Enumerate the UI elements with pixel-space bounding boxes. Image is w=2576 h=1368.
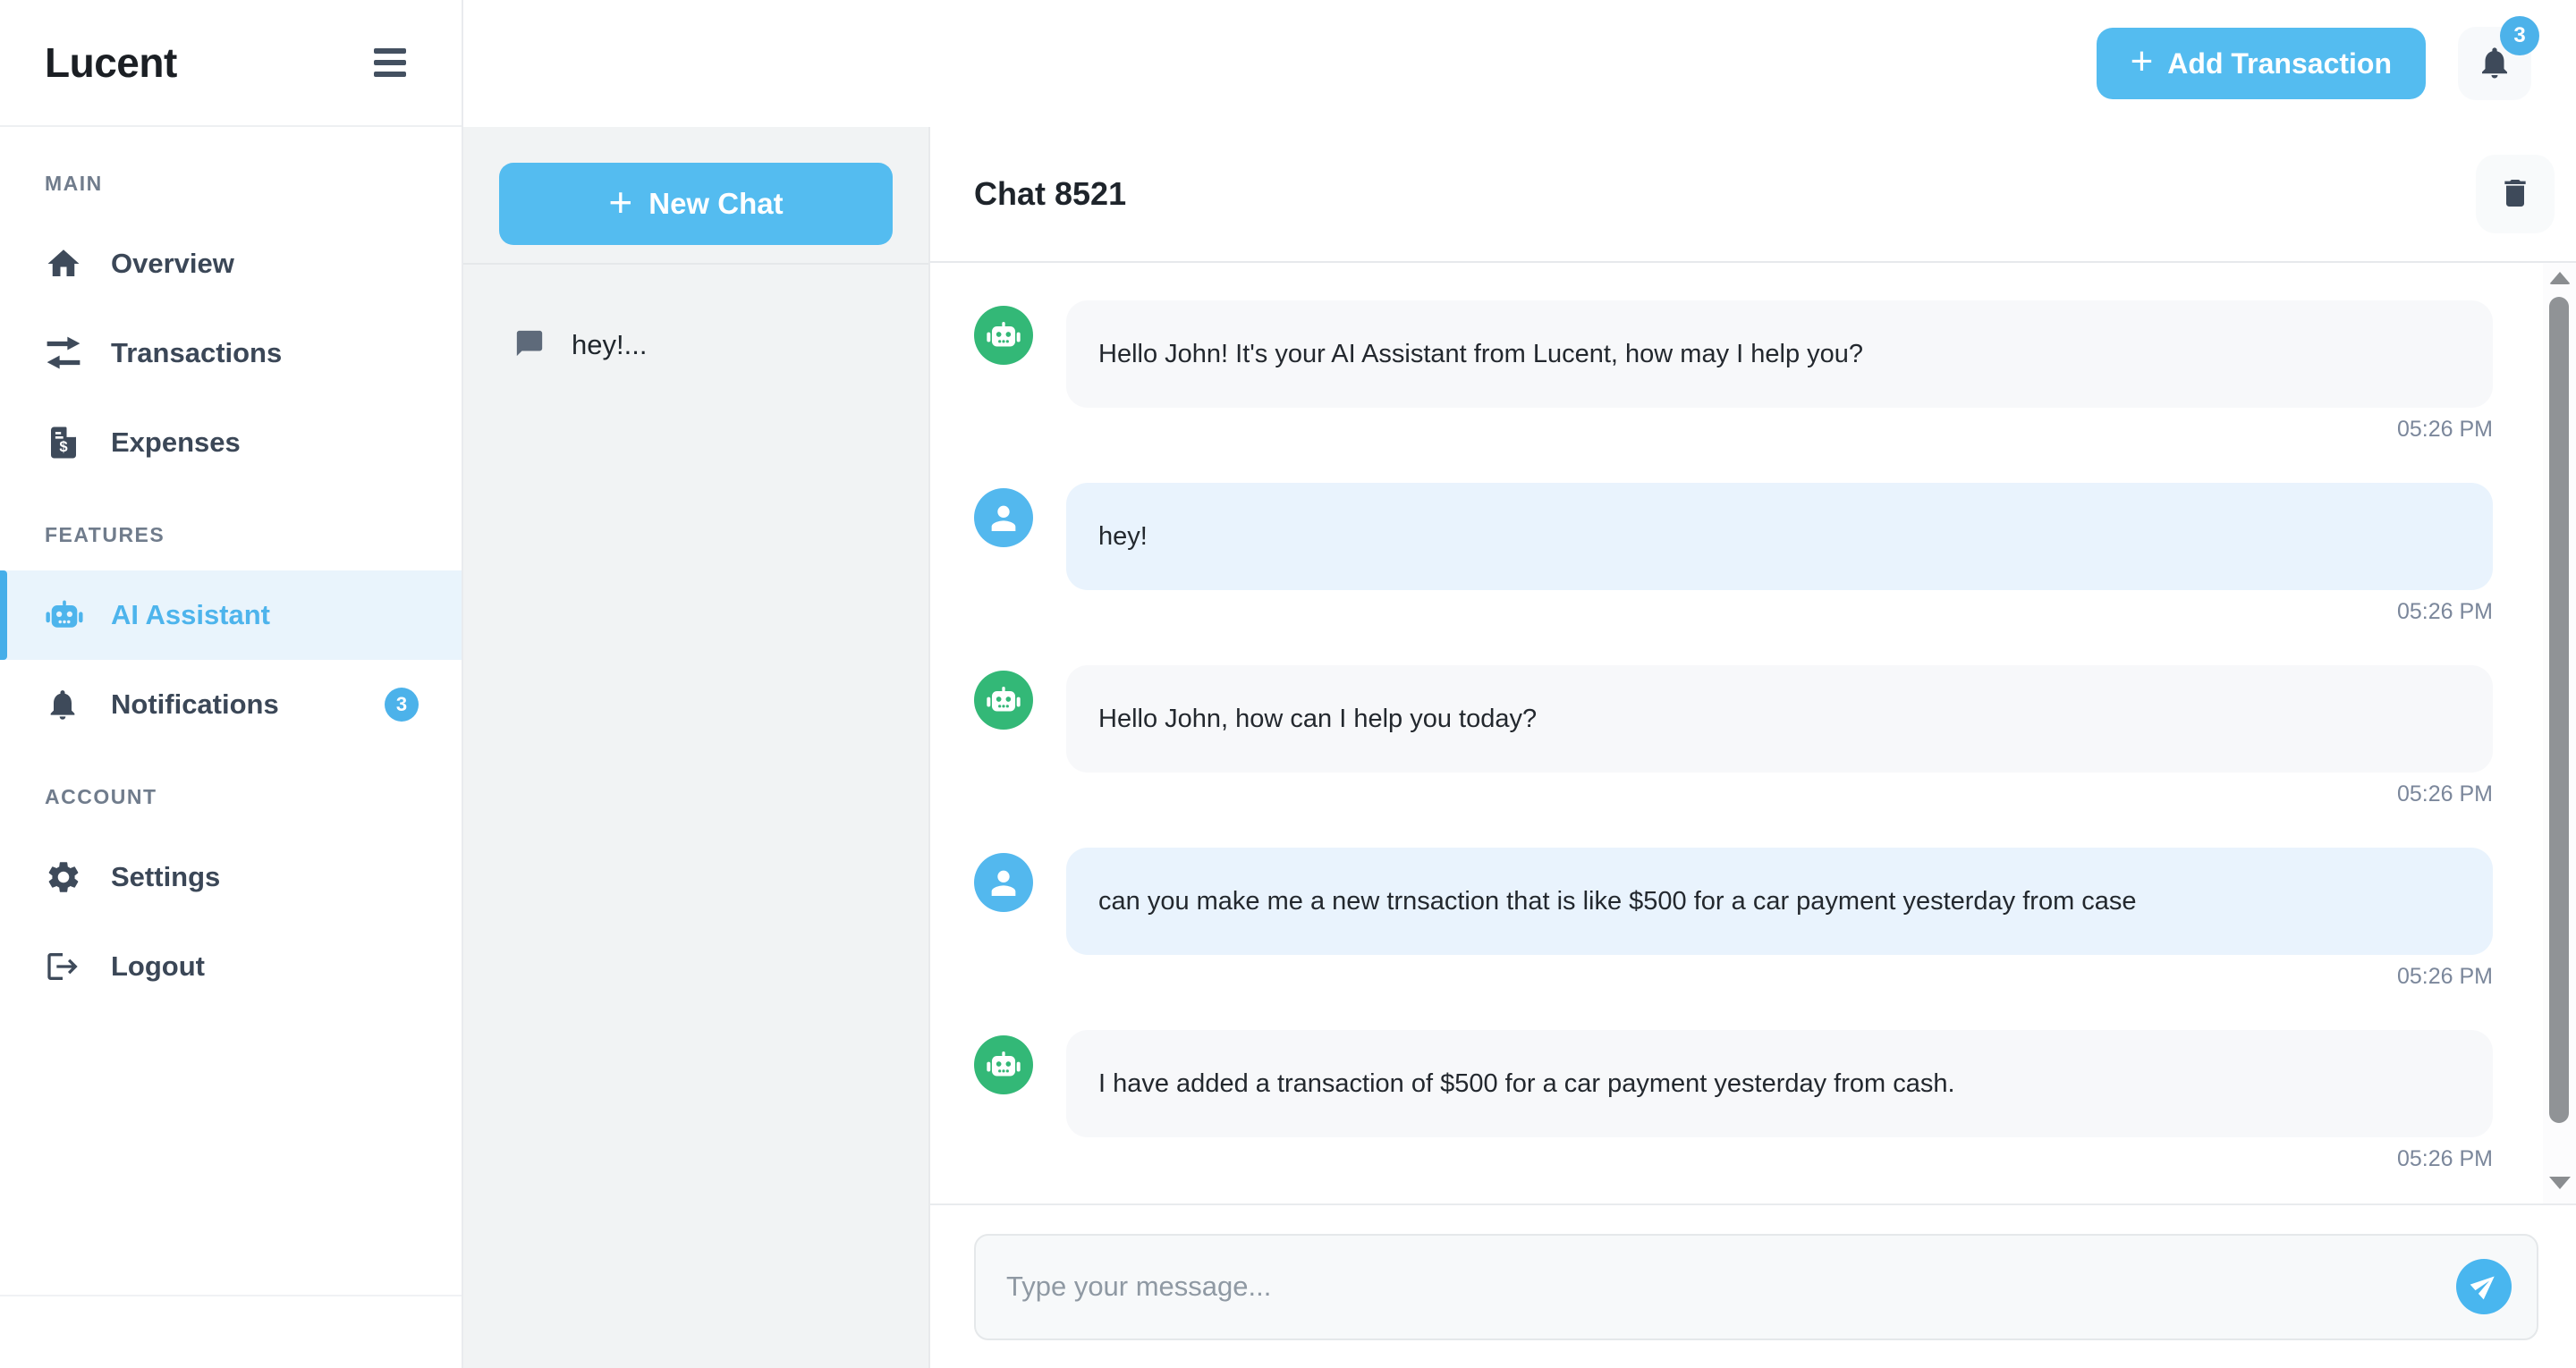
nav-section-title: MAIN: [45, 172, 103, 195]
sidebar: [0, 0, 463, 1368]
sidebar-item-settings[interactable]: [0, 832, 462, 922]
nav-section-main: [0, 172, 462, 487]
message-bubble: [1066, 483, 2493, 590]
nav-section-features: [0, 523, 462, 749]
message-bubble: [1066, 300, 2493, 408]
bot-avatar: [974, 306, 1033, 365]
user-avatar: [974, 488, 1033, 547]
sidebar-item-logout[interactable]: [0, 922, 462, 1011]
sidebar-item-expenses[interactable]: [0, 398, 462, 487]
message-input-area: [930, 1205, 2576, 1368]
message-bubble: [1066, 848, 2493, 955]
messages-scrollbar[interactable]: [2543, 263, 2576, 1203]
chat-list-item[interactable]: [463, 300, 928, 390]
home-icon: [45, 243, 86, 284]
logout-icon: [45, 946, 86, 987]
sidebar-item-label: Notifications: [111, 688, 279, 720]
bot-avatar: [974, 671, 1033, 730]
plus-icon: +: [2130, 39, 2154, 83]
sidebar-item-label: Overview: [111, 248, 234, 279]
nav-section-account: [0, 785, 462, 1011]
receipt-dollar-icon: [45, 422, 86, 463]
sidebar-item-label: Expenses: [111, 426, 241, 458]
add-transaction-button[interactable]: [2097, 28, 2426, 99]
plus-icon: +: [608, 178, 633, 225]
scrollbar-up-arrow[interactable]: [2549, 272, 2571, 284]
message-timestamp: 05:26 PM: [2396, 599, 2493, 624]
trash-icon: [2497, 175, 2533, 214]
message-timestamp: 05:26 PM: [2396, 1146, 2493, 1171]
hamburger-menu-icon[interactable]: [374, 42, 406, 83]
app-logo: Lucent: [45, 39, 177, 86]
messages-outer: [930, 263, 2576, 1205]
chat-main: [930, 127, 2576, 1368]
message-input[interactable]: [976, 1236, 2456, 1338]
nav-section-title: ACCOUNT: [45, 785, 157, 808]
message-timestamp: 05:26 PM: [2396, 417, 2493, 442]
chat-items-list: [463, 265, 928, 390]
message-text: hey!: [1098, 521, 1148, 551]
new-chat-button[interactable]: [499, 163, 893, 245]
sidebar-nav: [0, 127, 462, 1047]
sidebar-item-transactions[interactable]: [0, 308, 462, 398]
message-row-user: [974, 848, 2493, 991]
robot-icon: [45, 595, 86, 636]
new-chat-section: [463, 127, 928, 265]
nav-section-title: FEATURES: [45, 523, 165, 546]
sidebar-item-label: Logout: [111, 950, 206, 982]
chat-bubble-icon: [514, 328, 545, 363]
message-text: can you make me a new trnsaction that is like $500 for a car payment yesterday from case: [1098, 886, 2137, 916]
sidebar-item-label: Settings: [111, 861, 221, 892]
chat-header: [930, 127, 2576, 263]
message-text: I have added a transaction of $500 for a car payment yesterday from cash.: [1098, 1068, 1955, 1098]
notifications-bell-button[interactable]: [2458, 23, 2531, 100]
message-row-user: [974, 483, 2493, 626]
chat-title: Chat 8521: [974, 175, 1127, 212]
bell-icon: [45, 684, 86, 725]
message-text: Hello John, how can I help you today?: [1098, 704, 1538, 733]
send-button[interactable]: [2456, 1259, 2512, 1314]
message-row-bot: [974, 300, 2493, 443]
sidebar-item-notifications[interactable]: [0, 660, 462, 749]
message-timestamp: 05:26 PM: [2396, 781, 2493, 806]
notifications-count-badge: 3: [2500, 16, 2539, 55]
scrollbar-thumb[interactable]: [2549, 297, 2569, 1123]
gear-icon: [45, 857, 86, 898]
notifications-count-badge: 3: [385, 688, 419, 722]
transfer-arrows-icon: [45, 333, 86, 374]
sidebar-item-label: Transactions: [111, 337, 283, 368]
message-text: Hello John! It's your AI Assistant from Lucent, how may I help you?: [1098, 339, 1864, 368]
chat-item-title: hey!...: [572, 329, 648, 360]
sidebar-item-label: AI Assistant: [111, 599, 271, 630]
svg-text:$: $: [59, 437, 68, 455]
message-input-box: [974, 1234, 2538, 1340]
delete-chat-button[interactable]: [2476, 155, 2555, 233]
message-bubble: [1066, 665, 2493, 773]
chat-list-panel: [463, 127, 930, 1368]
scrollbar-down-arrow[interactable]: [2549, 1177, 2571, 1189]
sidebar-header: [0, 0, 462, 127]
messages-area: [930, 263, 2543, 1203]
main-column: [463, 0, 2576, 1368]
message-timestamp: 05:26 PM: [2396, 964, 2493, 989]
message-row-bot: [974, 1030, 2493, 1173]
paper-plane-icon: [2470, 1272, 2497, 1302]
new-chat-label: New Chat: [648, 187, 784, 220]
sidebar-item-ai-assistant[interactable]: [0, 570, 462, 660]
user-avatar: [974, 853, 1033, 912]
sidebar-item-overview[interactable]: [0, 219, 462, 308]
content-row: [463, 127, 2576, 1368]
message-bubble: [1066, 1030, 2493, 1137]
sidebar-footer-divider: [0, 1295, 462, 1296]
bot-avatar: [974, 1035, 1033, 1094]
topbar: [463, 0, 2576, 127]
add-transaction-label: Add Transaction: [2167, 46, 2392, 80]
message-row-bot: [974, 665, 2493, 808]
